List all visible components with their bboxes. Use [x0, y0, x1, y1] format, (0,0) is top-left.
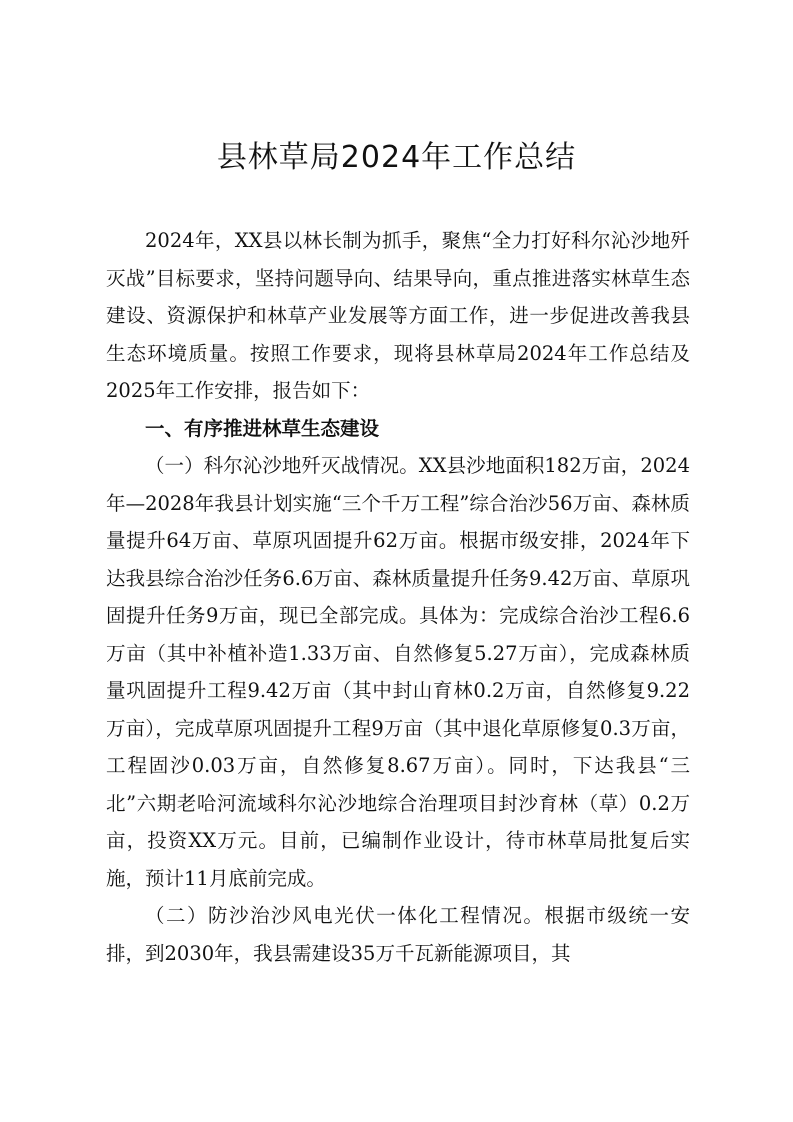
subsection-heading-1: （一）科尔沁沙地歼灭战情况。 — [145, 454, 419, 477]
document-title: 县林草局2024年工作总结 — [216, 140, 577, 175]
subsection-paragraph-2 — [106, 897, 690, 972]
document-body — [106, 222, 690, 972]
subsection-text-1: XX县沙地面积182万亩，2024年—2028年我县计划实施“三个千万工程”综合治沙56万亩、森林质量提升64万亩、草原巩固提升62万亩。根据市级安排，2024年下达我县综合治沙任务6.6万亩、森林质量提升任务9.42万亩、草原巩固提升任务9万亩，现已全部完成。具体为：完成综合治沙工程6.6万亩（其中补植补造1.33万亩、自然修复5.27万亩），完成森林质量巩固提升工程9.42万亩（其中封山育林0.2万亩，自然修复9.22万亩），完成草原巩固提升工程9万亩（其中退化草原修复0.3万亩，工程固沙0.03万亩，自然修复8.67万亩）。同时，下达我县“三北”六期老哈河流域科尔沁沙地综合治理项目封沙育林（草）0.2万亩，投资XX万元。目前，已编制作业设计，待市林草局批复后实施，预计11月底前完成。 — [106, 454, 690, 890]
subsection-text-2: 根据市级统一安排，到2030年，我县需建设35万千瓦新能源项目，其 — [106, 904, 690, 965]
intro-paragraph: 2024年，XX县以林长制为抓手，聚焦“全力打好科尔沁沙地歼灭战”目标要求，坚持问题导向、结果导向，重点推进落实林草生态建设、资源保护和林草产业发展等方面工作，进一步促进改善我县生态环境质量。按照工作要求，现将县林草局2024年工作总结及2025年工作安排，报告如下： — [106, 229, 690, 402]
subsection-heading-2: （二）防沙治沙风电光伏一体化工程情况。 — [145, 904, 545, 927]
subsection-paragraph-1 — [106, 447, 690, 897]
section-heading: 一、有序推进林草生态建设 — [145, 416, 380, 440]
